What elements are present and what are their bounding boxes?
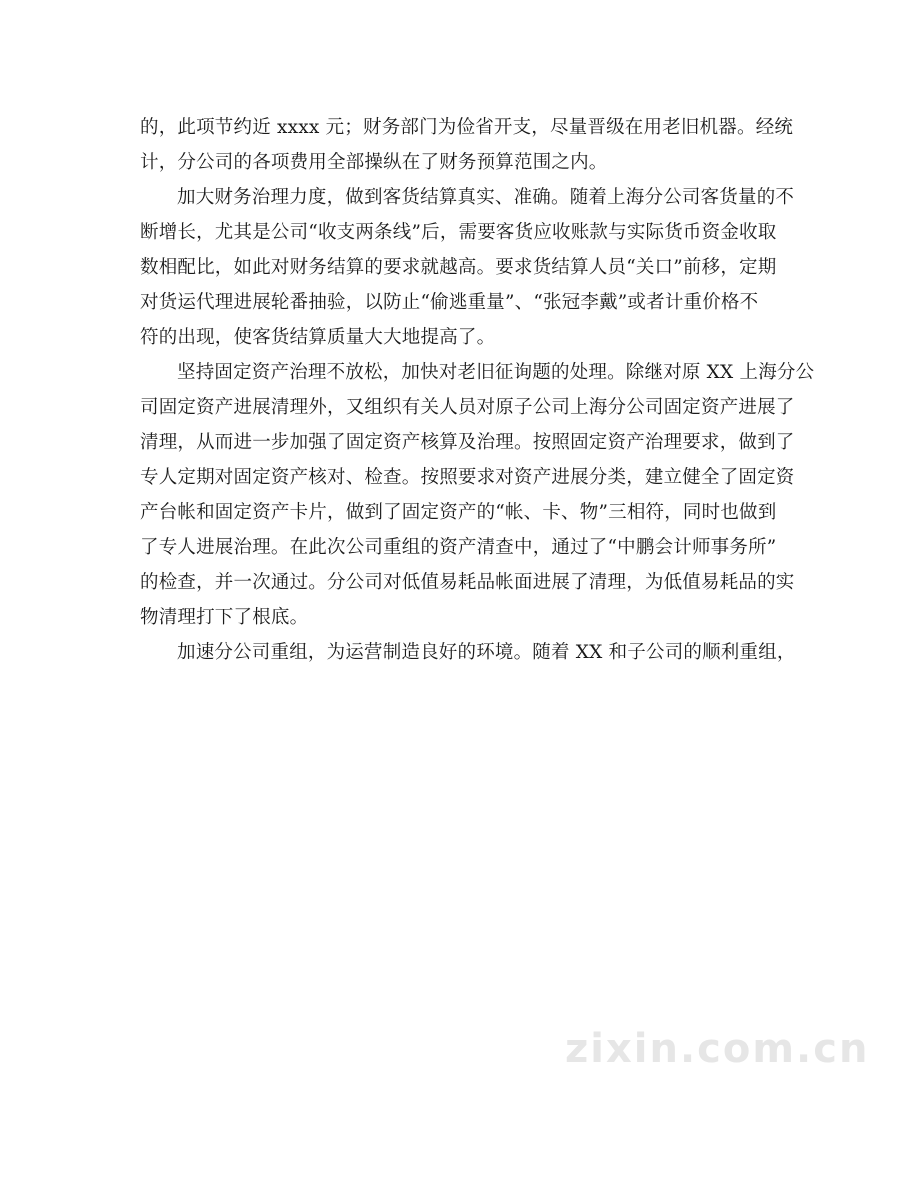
text-line: 的检查，并一次通过。分公司对低值易耗品帐面进展了清理，为低值易耗品的实 <box>140 572 795 593</box>
text-line: 对货运代理进展轮番抽验，以防止“偷逃重量”、“张冠李戴”或者计重价格不 <box>140 292 759 313</box>
text-line: 产台帐和固定资产卡片，做到了固定资产的“帐、卡、物”三相符，同时也做到 <box>140 502 777 523</box>
document-body <box>140 110 815 670</box>
text-line: 清理，从而进一步加强了固定资产核算及治理。按照固定资产治理要求，做到了 <box>140 432 795 453</box>
text-line: 符的出现，使客货结算质量大大地提高了。 <box>140 327 496 348</box>
text-line: 断增长，尤其是公司“收支两条线”后，需要客货应收账款与实际货币资金收取 <box>140 222 777 243</box>
text-line: 司固定资产进展清理外，又组织有关人员对原子公司上海分公司固定资产进展了 <box>140 397 795 418</box>
text-line: 物清理打下了根底。 <box>140 607 309 628</box>
text-line: 了专人进展治理。在此次公司重组的资产清查中，通过了“中鹏会计师事务所” <box>140 537 777 558</box>
text-line: 的，此项节约近 xxxx 元；财务部门为俭省开支，尽量晋级在用老旧机器。经统 <box>140 117 794 138</box>
paragraph-start-line: 坚持固定资产治理不放松，加快对老旧征询题的处理。除继对原 XX 上海分公 <box>177 362 815 383</box>
text-line: 计，分公司的各项费用全部操纵在了财务预算范围之内。 <box>140 152 608 173</box>
text-line: 专人定期对固定资产核对、检查。按照要求对资产进展分类，建立健全了固定资 <box>140 467 795 488</box>
text-line: 数相配比，如此对财务结算的要求就越高。要求货结算人员“关口”前移，定期 <box>140 257 777 278</box>
watermark: zixin.com.cn <box>565 1026 870 1072</box>
paragraph-start-line: 加速分公司重组，为运营制造良好的环境。随着 XX 和子公司的顺利重组， <box>177 642 796 663</box>
paragraph-start-line: 加大财务治理力度，做到客货结算真实、准确。随着上海分公司客货量的不 <box>177 187 795 208</box>
